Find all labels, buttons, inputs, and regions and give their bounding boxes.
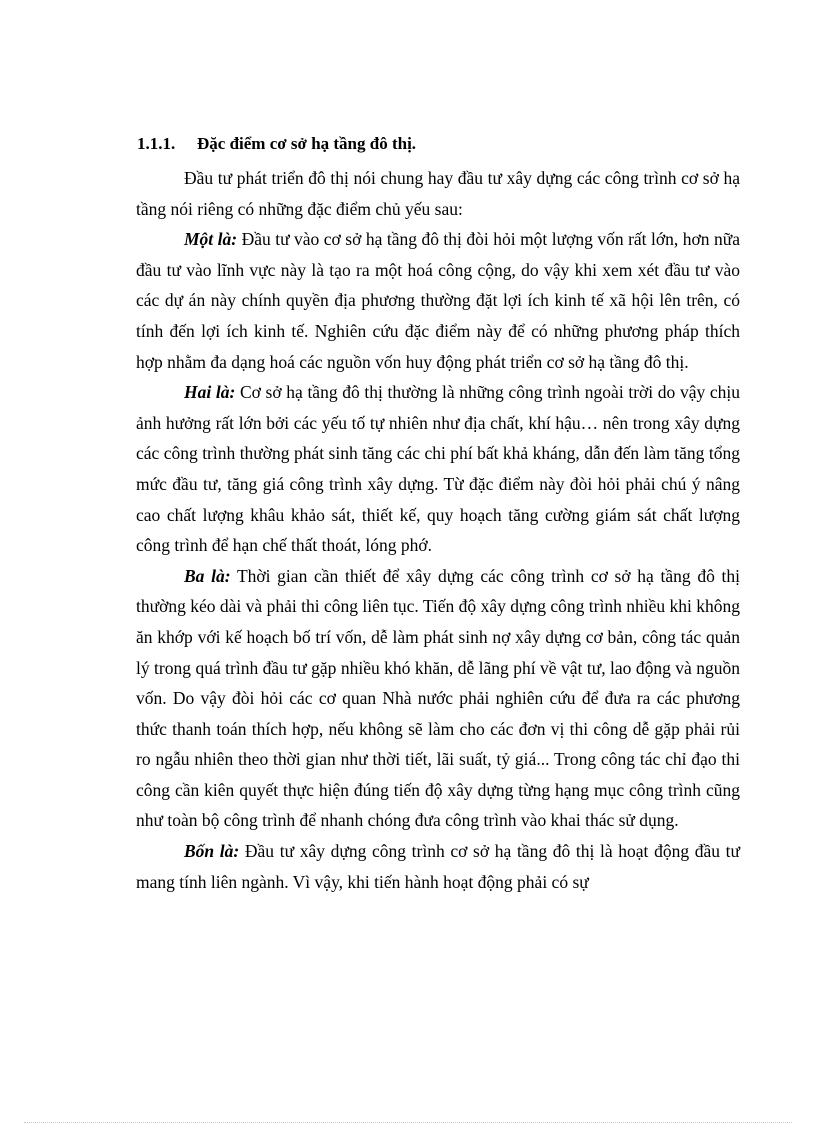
intro-paragraph: Đầu tư phát triển đô thị nói chung hay đầu tư xây dựng các công trình cơ sở hạ tầng nói riêng có những đặc điểm chủ yếu sau:	[136, 168, 740, 219]
paragraph-bon-la	[136, 836, 740, 897]
paragraph-text: Đầu tư vào cơ sở hạ tầng đô thị đòi hỏi một lượng vốn rất lớn, hơn nữa đầu tư vào lĩnh vực này là tạo ra một hoá công cộng, do vậy khi xem xét đầu tư vào các dự án này chính quyền địa phương thường đặt lợi ích kinh tế xã hội lên trên, có tính đến lợi ích kinh tế. Nghiên cứu đặc điểm này để có những phương pháp thích hợp nhằm đa dạng hoá các nguồn vốn huy động phát triển cơ sở hạ tầng đô thị.	[136, 229, 740, 372]
section-heading	[137, 132, 416, 156]
paragraph-mot-la	[136, 224, 740, 377]
paragraph-text: Đầu tư xây dựng công trình cơ sở hạ tầng đô thị là hoạt động đầu tư mang tính liên ngành. Vì vậy, khi tiến hành hoạt động phải có sự	[136, 841, 740, 892]
paragraph-lead: Một là:	[184, 229, 238, 250]
paragraph-lead: Ba là:	[184, 565, 231, 586]
section-title: Đặc điểm cơ sở hạ tầng đô thị.	[197, 134, 417, 153]
paragraph-ba-la	[136, 561, 740, 836]
paragraph-hai-la	[136, 377, 740, 561]
paragraph-text: Thời gian cần thiết để xây dựng các công trình cơ sở hạ tầng đô thị thường kéo dài và phải thi công liên tục. Tiến độ xây dựng công trình nhiều khi không ăn khớp với kế hoạch bố trí vốn, dễ làm phát sinh nợ xây dựng cơ bản, công tác quản lý trong quá trình đầu tư gặp nhiều khó khăn, dễ lãng phí về vật tư, lao động và nguồn vốn. Do vậy đòi hỏi các cơ quan Nhà nước phải nghiên cứu để đưa ra các phương thức thanh toán thích hợp, nếu không sẽ làm cho các đơn vị thi công dễ gặp phải rủi ro ngẫu nhiên theo thời gian như thời tiết, lãi suất, tỷ giá... Trong công tác chỉ đạo thi công cần kiên quyết thực hiện đúng tiến độ xây dựng từng hạng mục công trình cũng như toàn bộ công trình để nhanh chóng đưa công trình vào khai thác sử dụng.	[136, 565, 740, 831]
body-text	[136, 163, 740, 897]
paragraph-text: Cơ sở hạ tầng đô thị thường là những công trình ngoài trời do vậy chịu ảnh hưởng rất lớn bởi các yếu tố tự nhiên như địa chất, khí hậu… nên trong xây dựng các công trình thường phát sinh tăng các chi phí bất khả kháng, dẫn đến làm tăng tổng mức đầu tư, tăng giá công trình xây dựng. Từ đặc điểm này đòi hỏi phải chú ý nâng cao chất lượng khâu khảo sát, thiết kế, quy hoạch tăng cường giám sát chất lượng công trình để hạn chế thất thoát, lóng phớ.	[136, 382, 740, 556]
section-number: 1.1.1.	[137, 134, 176, 153]
paragraph-lead: Bốn là:	[184, 841, 240, 862]
paragraph-lead: Hai là:	[184, 382, 236, 403]
